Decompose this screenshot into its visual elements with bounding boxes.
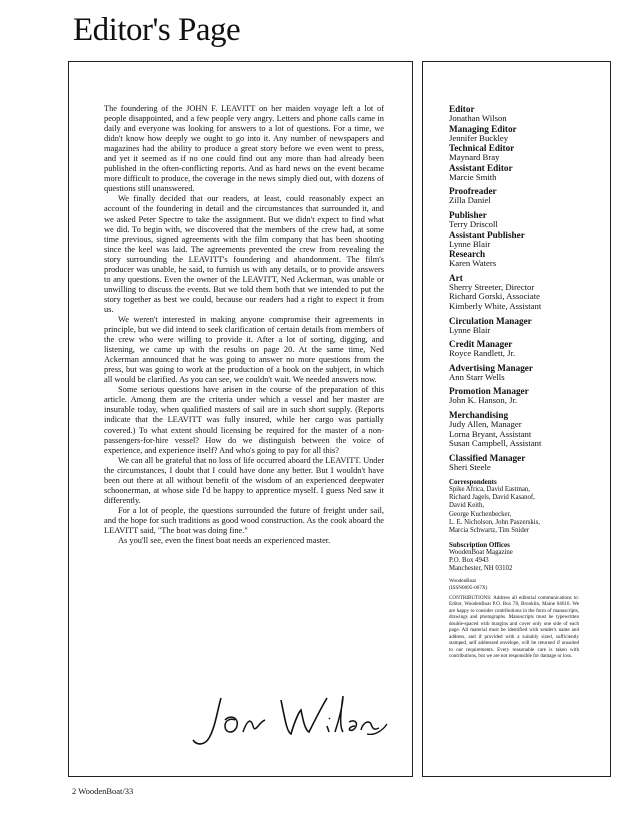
paragraph: We weren't interested in making anyone compromise their agreements in principle, but we did intend to seek clarification of certain details from members of the crew who were willing to provide it. After a lot of sorting, digging, and listening, we came up with the results on page 20. At the same time, Ned Ackerman announced that he was going to answer no more questions from the press, but was going to work at the production of a book on the subject, in which all would be clarified. As you can see, we couldn't wait. We needed answers now. [104,314,384,385]
role-label: Assistant Publisher [449,229,525,240]
staff-name: Ann Starr Wells [449,371,505,382]
paragraph: Some serious questions have arisen in the course of the preparation of this article. Among them are the criteria under which a vessel and her master are insurable today, when qualified masters of sail are in such short supply. (Reports indicate that the LEAVITT was fully insured, while her cargo was partially covered.) To what extent should licensing be required for the master of a non-passengers-for-hire vessel? How do we distinguish between the voice of experience, and experience itself? And who's going to pay for all this? [104,385,384,455]
masthead-group [449,316,607,336]
staff-name: Zilla Daniel [449,195,491,206]
masthead-group [449,339,607,359]
correspondent-line: George Kuchenbecker, [449,510,512,518]
editorial-text [104,104,384,546]
paragraph: For a lot of people, the questions surrounded the future of freight under sail, and the hope for such traditions as good wood construction. As the cook aboard the LEAVITT said, "The boat was doing fine." [104,505,384,535]
staff-name: Lynne Blair [449,238,491,249]
role-label: Advertising Manager [449,362,533,373]
paragraph: The foundering of the JOHN F. LEAVITT on her maiden voyage left a lot of people disappointed, and a few people very angry. Letters and phone calls came in daily and everyone was looking for answers to a lot of questions. For a time, we didn't know how deeply we ought to go into it. Any number of newspapers and magazines had the ability to produce a great story before we even went to press, and yet it seemed as if no one could find out any more than had already been published in the often-conflicting reports. And as hard news on the event became more difficult to produce, the coverage in the news simply died out, with dozens of questions still unanswered. [104,104,384,194]
masthead-group [449,363,607,383]
role-label: Promotion Manager [449,386,529,397]
role-label: Classified Manager [449,452,526,463]
paragraph: We finally decided that our readers, at least, could reasonably expect an account of the foundering in detail and the circumstances that surrounded it, and we asked Peter Spectre to take the assignment. But we didn't expect to find what we did. To begin with, we discovered that the members of the crew had, at some time previous, signed agreements with the film company that has been shooting since the keel was laid. The agreements prevented the crew from revealing the story surrounding the LEAVITT's foundering and abandonment. The film's producer was unable, he said, to furnish us with any details, or to provide answers to any questions. Even the owner of the LEAVITT, Ned Ackerman, was unable or unwilling to discuss the events. But we told them both that we intended to put the story together as best we could, because our readers had a right to expect it from us. [104,194,384,314]
correspondents-heading: Correspondents [449,478,497,487]
staff-name: Jonathan Wilson [449,113,507,123]
issn-line: (ISSN0095-067X) [449,584,488,591]
staff-name: Jennifer Buckley [449,132,509,143]
correspondent-line: L. E. Nicholson, John Paszerskis, [449,518,540,526]
masthead-group [449,186,607,206]
staff-name: Sherry Streeter, Director [449,281,535,292]
correspondent-line: David Keith, [449,502,485,510]
masthead-group [449,410,607,449]
staff-name: Karen Waters [449,258,497,269]
staff-name: Marcie Smith [449,171,497,182]
editorial-box [68,61,413,777]
contributions-notice: CONTRIBUTIONS: Address all editorial communications to: Editor, WoodenBoat P.O. Box 78, Brooklin, Maine 04616. We are happy to consider contributions in the form of manuscripts, drawings and photographs. Manuscripts must be typewritten double-spaced with margins and cover only one side of each page. All material must be identified with sender's name and address, and if provided with a suitably sized, sufficiently stamped, self addressed envelope, will be returned if unsuited to our requirements. Every reasonable care is taken with contributions, but we are not responsible for damage or loss. [449,594,579,660]
page-title: Editor's Page [73,12,241,48]
subscription-line: P.O. Box 4943 [449,556,489,564]
staff-name: Sheri Steele [449,461,491,472]
role-label: Research [449,249,486,260]
signature-image [181,690,391,752]
role-label: Art [449,272,463,283]
staff-name: Lynne Blair [449,324,491,335]
paragraph: We can all be grateful that no loss of life occurred aboard the LEAVITT. Under the circumstances, I doubt that I could have done any better. But I wouldn't have been out there at all without benefit of the wisdom of an experienced deepwater schoonerman, at whose side I'd be happy to apprentice myself. I guess Ned saw it differently. [104,455,384,505]
role-label: Technical Editor [449,143,515,154]
masthead-group [449,104,607,182]
masthead-group [449,386,607,406]
staff-name: Terry Driscoll [449,218,498,229]
staff-name: Kimberly White, Assistant [449,300,542,311]
role-label: Assistant Editor [449,162,513,173]
role-label: Managing Editor [449,123,517,134]
subscription-line: Manchester, NH 03102 [449,565,513,573]
masthead-group [449,453,607,473]
role-label: Credit Manager [449,339,513,350]
subscription-line: WoodenBoat Magazine [449,548,513,556]
correspondent-line: Spike Africa, David Eastman, [449,486,530,494]
role-label: Circulation Manager [449,315,532,326]
issn-block [449,578,607,591]
staff-name: Maynard Bray [449,152,500,163]
role-label: Merchandising [449,409,509,420]
masthead-group [449,273,607,312]
staff-name: Susan Campbell, Assistant [449,438,542,449]
masthead-group [449,210,607,269]
staff-name: Richard Gorski, Associate [449,291,540,302]
role-label: Proofreader [449,186,497,197]
masthead [449,104,607,660]
subscription-heading: Subscription Offices [449,540,510,549]
role-label: Publisher [449,209,487,220]
staff-name: John K. Hanson, Jr. [449,395,518,406]
correspondent-line: Richard Jagels, David Kasanof, [449,494,535,502]
staff-name: Judy Allen, Manager [449,418,522,429]
paragraph: As you'll see, even the finest boat needs an experienced master. [118,536,331,546]
masthead-box [422,61,611,777]
staff-name: Lorna Bryant, Assistant [449,428,532,439]
page-footer: 2 WoodenBoat/33 [72,786,134,796]
issn-line: WoodenBoat [449,578,476,585]
staff-name: Royce Randlett, Jr. [449,348,516,359]
correspondent-line: Marcia Schwartz, Tim Snider [449,526,530,534]
role-label: Editor [449,104,475,114]
